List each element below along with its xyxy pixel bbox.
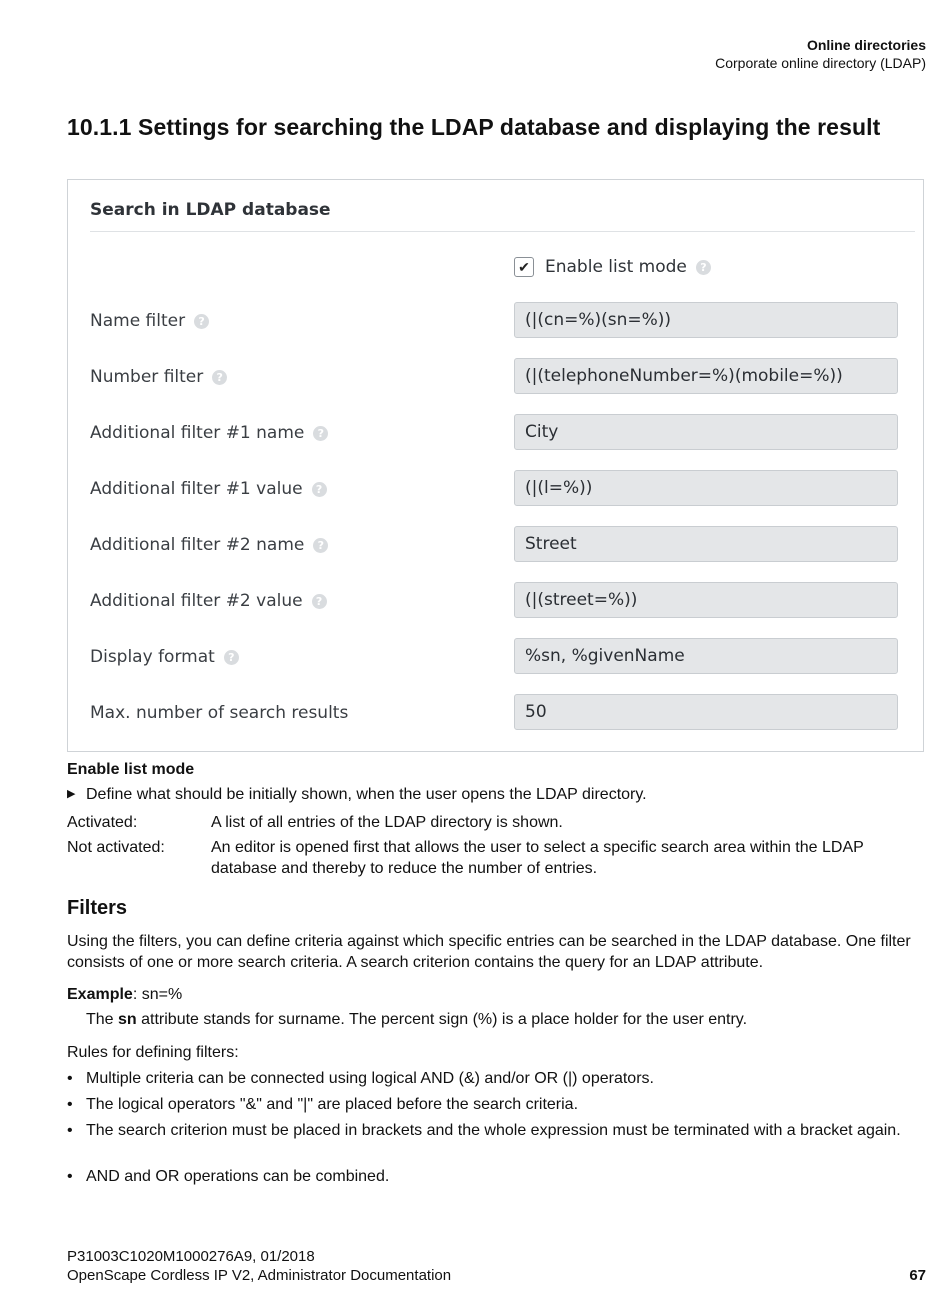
footer-doc-id: P31003C1020M1000276A9, 01/2018 bbox=[67, 1248, 315, 1265]
footer-doc-title: OpenScape Cordless IP V2, Administrator Documentation bbox=[67, 1267, 452, 1284]
field-label: Max. number of search results bbox=[90, 703, 349, 723]
example-label: Example bbox=[67, 986, 133, 1003]
panel-divider bbox=[90, 231, 915, 232]
list-mode-instruction: Define what should be initially shown, when the user opens the LDAP directory. bbox=[86, 786, 647, 803]
checkmark-icon: ✔ bbox=[518, 258, 530, 275]
field-row-filter1-value bbox=[68, 470, 923, 508]
field-row-filter2-name bbox=[68, 526, 923, 564]
header-chapter: Online directories bbox=[806, 37, 926, 53]
field-row-filter1-name bbox=[68, 414, 923, 452]
example-value: : sn=% bbox=[132, 986, 183, 1003]
filter1-name-input[interactable]: City bbox=[514, 414, 898, 450]
rules-title: Rules for defining filters: bbox=[67, 1044, 239, 1061]
ldap-settings-screenshot bbox=[67, 179, 924, 752]
field-row-display-format bbox=[68, 638, 923, 676]
header-section: Corporate online directory (LDAP) bbox=[715, 55, 926, 71]
list-mode-checkbox[interactable] bbox=[514, 257, 534, 277]
section-heading: 10.1.1 Settings for searching the LDAP database and displaying the result bbox=[67, 114, 881, 140]
field-label: Name filter ? bbox=[90, 302, 209, 340]
list-mode-title: Enable list mode bbox=[67, 761, 195, 778]
activated-desc: A list of all entries of the LDAP directory is shown. bbox=[211, 814, 563, 831]
bullet-icon: • bbox=[67, 1096, 73, 1113]
running-header bbox=[715, 36, 926, 72]
help-icon[interactable]: ? bbox=[313, 426, 328, 441]
field-label: Additional filter #1 name ? bbox=[90, 414, 328, 452]
page-footer bbox=[67, 1247, 451, 1285]
rule-item: AND and OR operations can be combined. bbox=[86, 1168, 390, 1185]
list-mode-row bbox=[514, 255, 711, 279]
field-label: Additional filter #2 value ? bbox=[90, 582, 327, 620]
field-row-number-filter bbox=[68, 358, 923, 396]
bullet-icon: • bbox=[67, 1070, 73, 1087]
activated-term: Activated: bbox=[67, 814, 138, 831]
rule-item: The logical operators "&" and "|" are placed before the search criteria. bbox=[86, 1096, 579, 1113]
example-attribute: sn bbox=[118, 1011, 137, 1028]
page-number: 67 bbox=[909, 1267, 926, 1284]
help-icon[interactable]: ? bbox=[313, 538, 328, 553]
panel-title: Search in LDAP database bbox=[90, 200, 331, 220]
rule-item: The search criterion must be placed in brackets and the whole expression must be terminated with a bracket again. bbox=[86, 1122, 901, 1139]
help-icon[interactable]: ? bbox=[224, 650, 239, 665]
display-format-input[interactable]: %sn, %givenName bbox=[514, 638, 898, 674]
not-activated-term: Not activated: bbox=[67, 839, 165, 856]
field-label: Additional filter #2 name ? bbox=[90, 526, 328, 564]
arrow-right-icon: ▶ bbox=[67, 788, 76, 800]
rule-item: Multiple criteria can be connected using logical AND (&) and/or OR (|) operators. bbox=[86, 1070, 654, 1087]
help-icon[interactable]: ? bbox=[312, 594, 327, 609]
filter2-name-input[interactable]: Street bbox=[514, 526, 898, 562]
example-explanation: The sn attribute stands for surname. The percent sign (%) is a place holder for the user entry. bbox=[86, 1011, 748, 1028]
field-row-filter2-value bbox=[68, 582, 923, 620]
help-icon[interactable]: ? bbox=[696, 260, 711, 275]
not-activated-desc: An editor is opened first that allows the user to select a specific search area within the LDAP database and thereby to reduce the number of entries. bbox=[211, 839, 864, 877]
field-row-max-results bbox=[68, 694, 923, 732]
max-results-input[interactable]: 50 bbox=[514, 694, 898, 730]
filter1-value-input[interactable]: (|(l=%)) bbox=[514, 470, 898, 506]
field-row-name-filter bbox=[68, 302, 923, 340]
help-icon[interactable]: ? bbox=[312, 482, 327, 497]
help-icon[interactable]: ? bbox=[212, 370, 227, 385]
filter2-value-input[interactable]: (|(street=%)) bbox=[514, 582, 898, 618]
bullet-icon: • bbox=[67, 1168, 73, 1185]
filters-intro: Using the filters, you can define criteria against which specific entries can be searched in the LDAP database. One filter consists of one or more search criteria. A search criterion contains the query for an LDAP attribute. bbox=[67, 933, 911, 971]
number-filter-input[interactable]: (|(telephoneNumber=%)(mobile=%)) bbox=[514, 358, 898, 394]
name-filter-input[interactable]: (|(cn=%)(sn=%)) bbox=[514, 302, 898, 338]
field-label: Additional filter #1 value ? bbox=[90, 470, 327, 508]
list-mode-label: Enable list mode bbox=[545, 257, 687, 277]
field-label: Number filter ? bbox=[90, 358, 227, 396]
help-icon[interactable]: ? bbox=[194, 314, 209, 329]
field-label: Display format ? bbox=[90, 638, 239, 676]
bullet-icon: • bbox=[67, 1122, 73, 1139]
example-line bbox=[67, 984, 182, 1005]
filters-heading: Filters bbox=[67, 897, 128, 919]
